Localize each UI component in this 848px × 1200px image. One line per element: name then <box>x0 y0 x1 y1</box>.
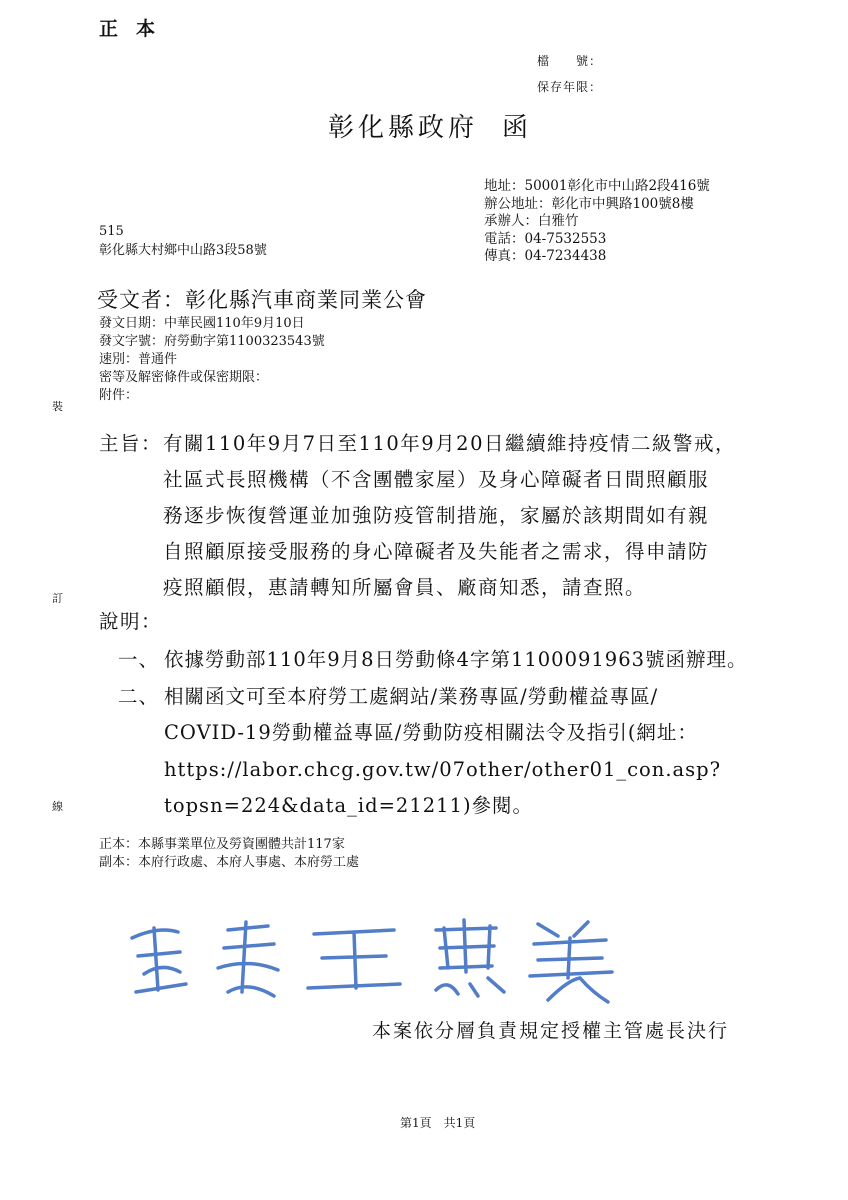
document-title <box>328 107 532 144</box>
subject-line: 疫照顧假，惠請轉知所屬會員、廠商知悉，請查照。 <box>163 576 647 599</box>
margin-staple-mark: 訂 <box>52 592 63 605</box>
item-text: https://labor.chcg.gov.tw/07other/other01_con.asp? <box>164 757 722 781</box>
delegation-note: 本案依分層負責規定授權主管處長決行 <box>372 1020 730 1042</box>
original-recipients: 正本：本縣事業單位及勞資團體共計117家 <box>99 837 345 852</box>
document-number: 發文字號：府勞動字第1100323543號 <box>99 334 325 349</box>
recipient-line: 受文者：彰化縣汽車商業同業公會 <box>97 288 427 312</box>
sender-contact <box>484 178 710 266</box>
explanation-items <box>118 642 748 825</box>
security-level: 密等及解密條件或保密期限： <box>99 370 269 385</box>
file-info <box>537 48 602 100</box>
magistrate-seal-stamp <box>118 908 618 1012</box>
explanation-label: 說明： <box>99 610 163 633</box>
margin-bind-mark: 裝 <box>52 400 63 413</box>
pagination <box>400 1114 475 1131</box>
distribution-list <box>99 836 359 872</box>
item-text: 依據勞動部110年9月8日勞動條4字第1100091963號函辦理。 <box>164 648 748 671</box>
street-address: 彰化縣大村鄉中山路3段58號 <box>99 243 267 258</box>
attachment-label: 附件： <box>99 388 139 403</box>
item-number: 二、 <box>118 684 160 708</box>
issue-date: 發文日期：中華民國110年9月10日 <box>99 316 305 331</box>
title-doc-type: 函 <box>502 113 533 143</box>
sender-address: 地址：50001彰化市中山路2段416號 <box>484 178 710 194</box>
retention-label: 保存年限： <box>537 80 603 94</box>
subject-line: 有關110年9月7日至110年9月20日繼續維持疫情二級警戒， <box>163 432 736 455</box>
file-number-label: 檔 號： <box>537 54 603 68</box>
postal-code: 515 <box>99 224 124 239</box>
seal-stamp-graphic <box>118 908 618 1008</box>
item-text: topsn=224&data_id=21211)參閱。 <box>164 794 534 817</box>
subject-line: 社區式長照機構（不含團體家屋）及身心障礙者日間照顧服 <box>163 468 710 491</box>
document-meta <box>99 315 325 405</box>
subject-line: 自照顧原接受服務的身心障礙者及失能者之需求，得申請防 <box>163 540 710 563</box>
subject-line: 務逐步恢復營運並加強防疫管制措施，家屬於該期間如有親 <box>163 504 710 527</box>
subject-label: 主旨： <box>99 432 163 455</box>
copy-recipients: 副本：本府行政處、本府人事處、本府勞工處 <box>99 855 360 870</box>
sender-phone: 電話：04-7532553 <box>484 230 607 247</box>
page-total: 共1頁 <box>443 1116 476 1130</box>
copy-type-label: 正本 <box>99 18 174 40</box>
recipient-address <box>99 222 267 260</box>
item-text: COVID-19勞動權益專區/勞動防疫相關法令及指引(網址： <box>164 721 698 744</box>
page-number: 第1頁 <box>400 1116 432 1130</box>
item-number: 一、 <box>118 648 160 671</box>
item-text: 相關函文可至本府勞工處網站/業務專區/勞動權益專區/ <box>164 684 659 708</box>
title-org: 彰化縣政府 <box>328 113 479 143</box>
sender-handler: 承辦人：白雅竹 <box>484 213 579 229</box>
sender-fax: 傳真：04-7234438 <box>484 248 607 264</box>
sender-office: 辦公地址：彰化市中興路100號8樓 <box>484 195 694 212</box>
subject-section <box>99 426 736 606</box>
margin-line-mark: 線 <box>52 800 63 813</box>
speed-class: 速別：普通件 <box>99 352 178 367</box>
